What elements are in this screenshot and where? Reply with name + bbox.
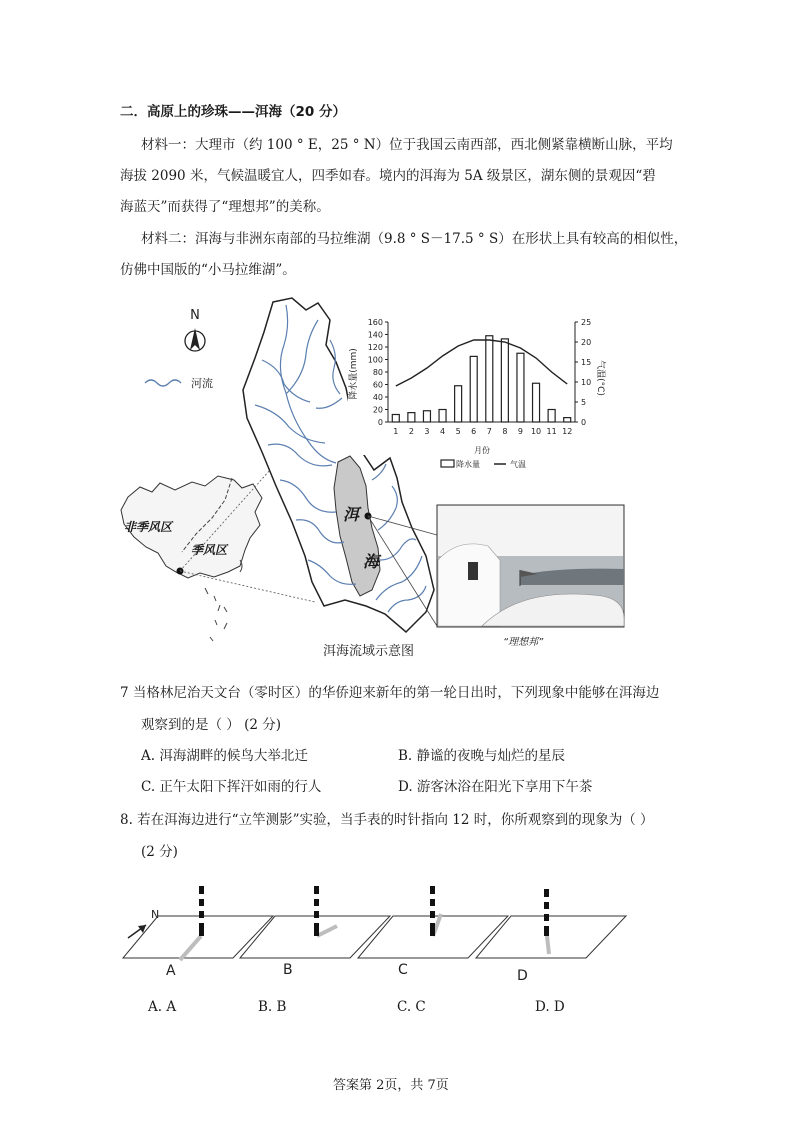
precip-bar: [501, 339, 508, 422]
left-tick-label: 80: [372, 368, 383, 377]
page-footer: 答案第 2页，共 7页: [333, 1078, 449, 1093]
precip-bar: [548, 410, 555, 423]
panel-c: [358, 886, 508, 978]
x-tick-label: 2: [408, 427, 414, 436]
precip-bar: [408, 413, 415, 422]
x-tick-label: 8: [502, 427, 508, 436]
precip-bar: [486, 336, 493, 422]
legend-precip-label: 降水量: [456, 460, 480, 469]
q8-option-c[interactable]: C. C: [397, 999, 426, 1015]
chart-x-axis-label: 月份: [474, 446, 490, 455]
monsoon-label: 季风区: [191, 543, 228, 557]
q7-option-c[interactable]: C. 正午太阳下挥汗如雨的行人: [141, 779, 322, 795]
shadow-a: [180, 936, 201, 960]
q7-option-b[interactable]: B. 静谧的夜晚与灿烂的星辰: [398, 748, 566, 764]
panel-b: [240, 886, 390, 978]
right-tick-label: 0: [581, 418, 587, 427]
material1-line: 材料一：大理市（约 100 ° E，25 ° N）位于我国云南西部，西北侧紧靠横断山脉，平均: [141, 137, 673, 153]
material1-line: 海蓝天”而获得了“理想邦”的美称。: [120, 199, 330, 215]
q8-option-b[interactable]: B. B: [258, 999, 287, 1015]
x-tick-label: 9: [517, 427, 524, 436]
material2-line: 材料二：洱海与非洲东南部的马拉维湖（9.8 ° S－17.5 ° S）在形状上具有较高的相似性，: [141, 231, 688, 247]
chart-left-axis-label: 降水量(mm): [349, 348, 359, 400]
x-tick-label: 11: [546, 427, 557, 436]
x-tick-label: 10: [530, 427, 542, 436]
left-tick-label: 60: [372, 380, 383, 390]
precip-bar: [517, 353, 524, 422]
precip-bar: [392, 415, 399, 423]
precip-bar: [423, 411, 430, 422]
lake-label-er: 洱: [343, 505, 360, 524]
q8-north-label: N: [151, 908, 160, 921]
left-tick-label: 40: [372, 393, 383, 402]
q8-stem-line: 8. 若在洱海边进行“立竿测影”实验，当手表的时针指向 12 时，你所观察到的现象为（ ）: [120, 812, 654, 828]
right-tick-label: 10: [581, 378, 592, 387]
lake-label-hai: 海: [363, 552, 380, 571]
right-tick-label: 5: [581, 398, 587, 407]
left-tick-label: 100: [367, 355, 383, 365]
left-tick-label: 120: [367, 343, 383, 352]
photo-caption: “理想邦”: [503, 637, 544, 648]
left-tick-label: 20: [372, 405, 383, 415]
river-legend-label: 河流: [191, 377, 213, 390]
lixiangbang-photo: [437, 505, 624, 627]
q7-option-a[interactable]: A. 洱海湖畔的候鸟大举北迁: [141, 748, 308, 764]
right-tick-label: 25: [581, 318, 592, 327]
x-tick-label: 5: [455, 427, 461, 436]
panel-label-a: A: [166, 963, 176, 979]
q8-option-a[interactable]: A. A: [148, 999, 177, 1015]
shadow-d: [547, 936, 549, 954]
north-label: N: [190, 308, 200, 323]
x-tick-label: 3: [424, 427, 430, 436]
q8-option-d[interactable]: D. D: [535, 999, 565, 1015]
panel-a: [123, 886, 273, 979]
precip-bar: [470, 356, 477, 422]
q7-stem-line: 观察到的是（ ） (2 分): [141, 717, 281, 733]
x-tick-label: 12: [562, 427, 573, 436]
material1-line: 海拔 2090 米，气候温暖宜人，四季如春。境内的洱海为 5A 级景区，湖东侧的景观因“碧: [120, 168, 656, 184]
q7-stem-line: 7 当格林尼治天文台（零时区）的华侨迎来新年的第一轮日出时，下列现象中能够在洱海边: [120, 685, 660, 701]
legend-temp-label: 气温: [510, 460, 526, 469]
x-tick-label: 7: [486, 427, 492, 436]
precip-bar: [439, 410, 446, 423]
section-title: 二．高原上的珍珠——洱海（20 分）: [120, 104, 346, 120]
precip-bar: [533, 383, 540, 422]
q8-stem-line: (2 分): [141, 844, 178, 860]
left-tick-label: 160: [367, 318, 383, 327]
precip-bar: [455, 386, 462, 422]
shadow-b: [317, 926, 337, 936]
map-caption: 洱海流域示意图: [323, 644, 415, 659]
q7-option-d[interactable]: D. 游客沐浴在阳光下享用下午茶: [398, 779, 593, 795]
chart-right-axis-label: 气温(°C): [595, 360, 605, 396]
x-tick-label: 6: [471, 427, 477, 436]
panel-d: [476, 889, 626, 984]
climate-chart: [0, 0, 794, 470]
panel-label-c: C: [398, 962, 408, 978]
pole-shadow-figure: [0, 870, 794, 990]
nonmonsoon-label: 非季风区: [124, 520, 173, 534]
x-tick-label: 1: [393, 427, 399, 436]
left-tick-label: 0: [377, 418, 383, 427]
material2-line: 仿佛中国版的“小马拉维湖”。: [120, 262, 296, 278]
right-tick-label: 20: [581, 338, 592, 347]
panel-label-b: B: [283, 962, 293, 978]
x-tick-label: 4: [439, 427, 446, 436]
left-tick-label: 140: [367, 330, 383, 340]
right-tick-label: 15: [581, 358, 592, 367]
legend-bar-swatch: [441, 460, 454, 467]
panel-label-d: D: [517, 968, 528, 984]
precip-bar: [564, 418, 571, 422]
